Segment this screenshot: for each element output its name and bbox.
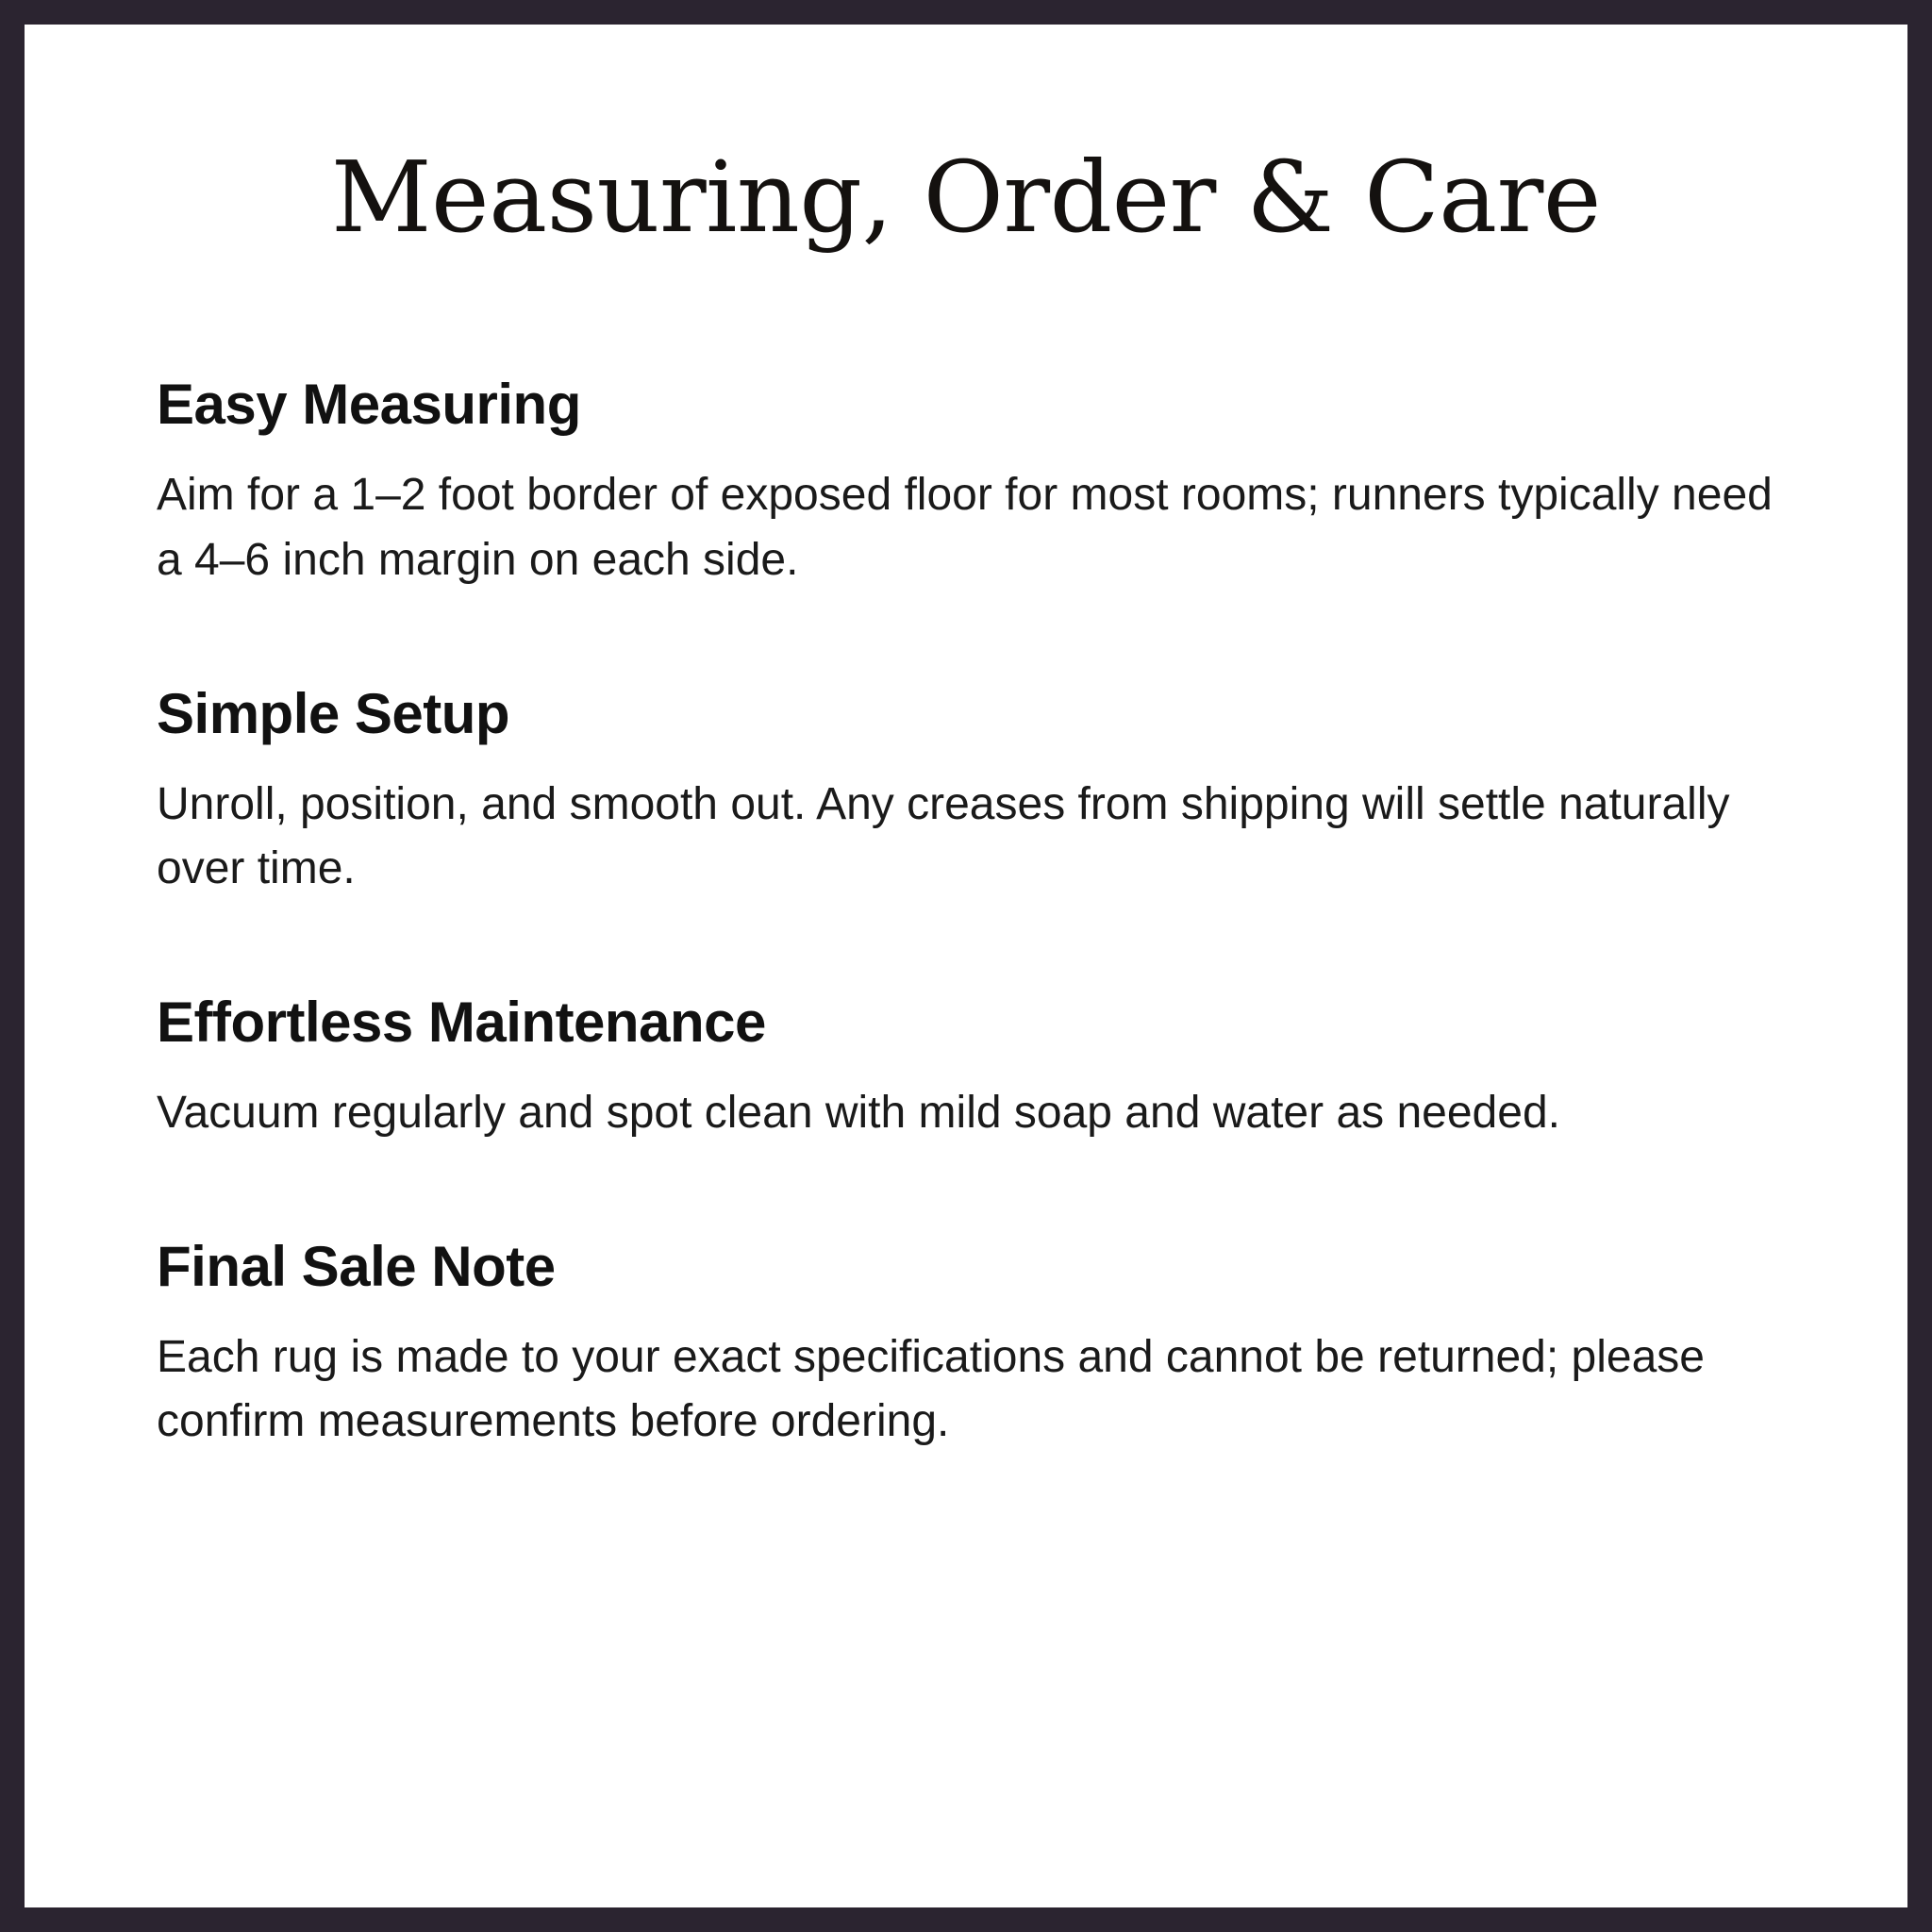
section-list	[25, 251, 1907, 1454]
section-heading: Effortless Maintenance	[157, 991, 766, 1055]
section-body: Each rug is made to your exact specifications and cannot be returned; please confirm measurements before ordering.	[157, 1332, 1705, 1447]
section-heading: Easy Measuring	[157, 373, 581, 437]
section-body: Vacuum regularly and spot clean with mild soap and water as needed.	[157, 1088, 1560, 1139]
section-final-sale-note	[25, 1234, 1907, 1454]
section-heading: Simple Setup	[157, 681, 510, 745]
section-body: Unroll, position, and smooth out. Any creases from shipping will settle naturally over time.	[157, 778, 1730, 893]
section-heading: Final Sale Note	[157, 1235, 556, 1299]
section-effortless-maintenance	[25, 990, 1907, 1145]
section-simple-setup	[25, 681, 1907, 901]
card-frame	[25, 25, 1907, 1907]
section-easy-measuring	[25, 372, 1907, 591]
page-title: Measuring, Order & Care	[331, 140, 1601, 255]
section-body: Aim for a 1–2 foot border of exposed floor for most rooms; runners typically need a 4–6 inch margin on each side.	[157, 470, 1773, 585]
